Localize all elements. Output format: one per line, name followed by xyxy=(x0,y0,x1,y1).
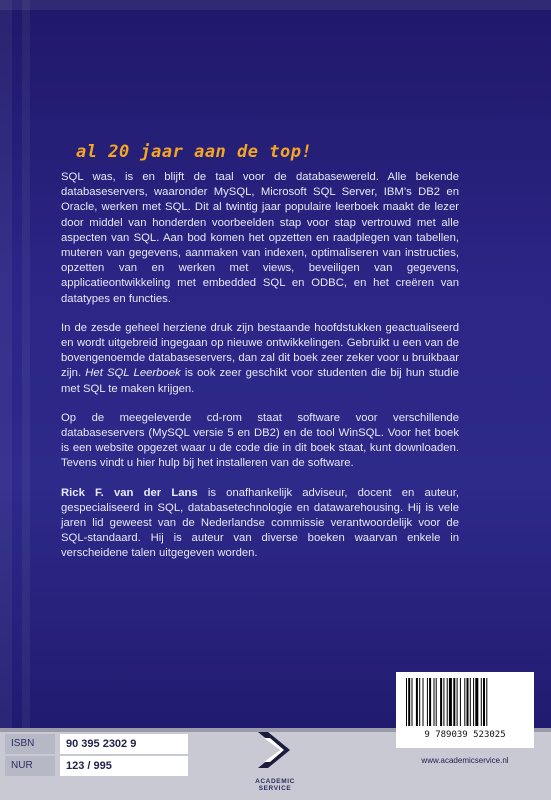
nur-label: NUR xyxy=(5,756,55,776)
publisher-name xyxy=(245,778,305,792)
publisher-line-1: ACADEMIC xyxy=(255,778,295,785)
tagline: al 20 jaar aan de top! xyxy=(76,142,313,162)
spine-shading-secondary xyxy=(22,0,30,800)
ean-barcode-icon xyxy=(404,678,526,726)
cover-top-edge xyxy=(0,0,551,10)
isbn-value: 90 395 2302 9 xyxy=(60,734,188,754)
book-title-italic: Het SQL Leerboek xyxy=(85,367,181,380)
footer-band xyxy=(0,728,551,800)
isbn-label: ISBN xyxy=(5,734,55,754)
barcode-number: 9 789039 523025 xyxy=(424,730,506,740)
spine-shading xyxy=(0,0,12,800)
barcode-box xyxy=(396,672,534,748)
publisher-line-2: SERVICE xyxy=(258,785,292,792)
author-bio-text: is onafhankelijk adviseur, docent en auteur, gespecialiseerd in SQL, databasetechnologie en datawarehousing. Hij is vele jaren lid geweest van de Nederlandse commissie verantwoordelijk voor de SQL-standaard. Hij is auteur van diverse boeken waarvan enkele in verscheidene talen uitgegeven worden. xyxy=(61,486,459,560)
blurb-p2-end: is ook zeer geschikt voor studenten die bij hun studie met SQL te maken krijgen. xyxy=(61,367,459,395)
author-name: Rick F. van der Lans xyxy=(61,486,198,499)
blurb-p2-start: In de zesde geheel herziene druk zijn bestaande hoofdstukken geactualiseerd en wordt uitgebreid ingegaan op nieuwe ontwikkelingen. Gebruikt u een van de bovengenoemde databaseservers, dan zal dit boek zeer zeker voor u bruikbaar zijn. xyxy=(61,321,459,380)
blurb xyxy=(61,170,459,576)
blurb-paragraph-1: SQL was, is en blijft de taal voor de databasewereld. Alle bekende databaseservers, waaronder MySQL, Microsoft SQL Server, IBM’s DB2 en Oracle, werken met SQL. Dit al twintig jaar populaire leerboek maakt de lezer door middel van honderden voorbeelden stap voor stap vertrouwd met alle aspecten van SQL. Aan bod komen het opzetten en raadplegen van tabellen, muteren van gegevens, aanmaken van indexen, optimaliseren van instructies, opzetten van en werken met views, beveiligen van gegevens, applicatieontwikkeling met embedded SQL en ODBC, en het creëren van datatypes en functies. xyxy=(61,171,459,305)
website-url: www.academicservice.nl xyxy=(421,756,509,765)
blurb-paragraph-3: Op de meegeleverde cd-rom staat software voor verschillende databaseservers (MySQL versie 5 en DB2) en de tool WinSQL. Voor het boek is een website opgezet waar u de code die in dit boek staat, kunt downloaden. Tevens vindt u hier hulp bij het installeren van de software. xyxy=(61,411,459,470)
author-bio xyxy=(61,486,459,562)
nur-value: 123 / 995 xyxy=(60,756,188,776)
blurb-paragraph-2 xyxy=(61,321,459,397)
